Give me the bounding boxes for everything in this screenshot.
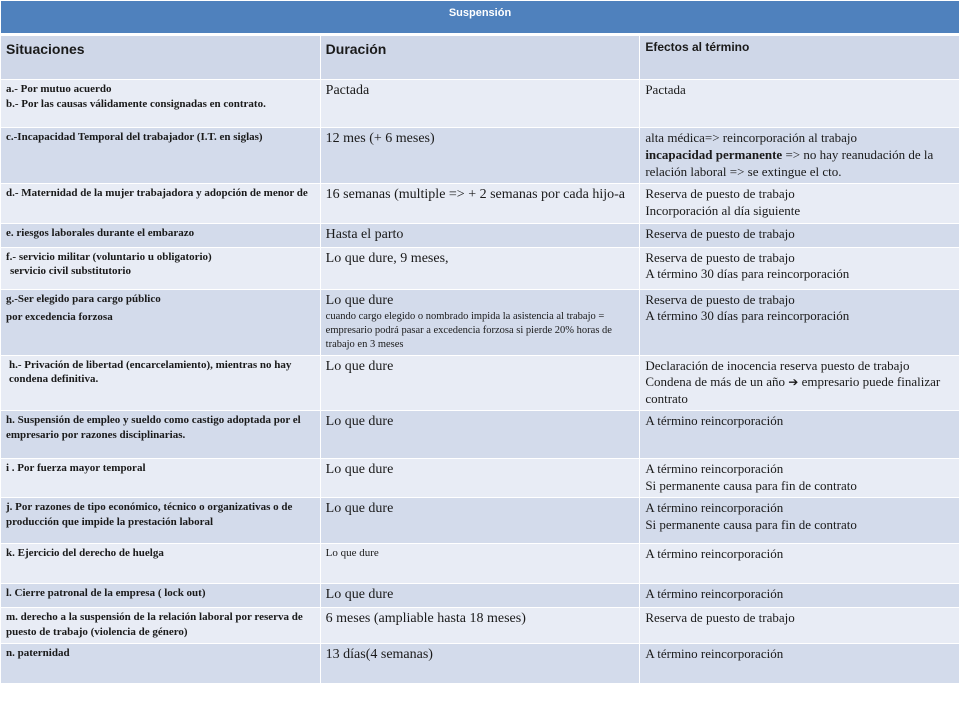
efectos-cell: Reserva de puesto de trabajo	[640, 607, 960, 643]
efectos-line: A término 30 días para reincorporación	[645, 266, 850, 282]
duracion-cell: Pactada	[320, 80, 640, 128]
header-efectos: Efectos al término	[640, 35, 960, 80]
efectos-line: Si permanente causa para fin de contrato	[645, 478, 857, 494]
efectos-line: Reserva de puesto de trabajo	[645, 185, 795, 201]
table-row	[1, 498, 960, 544]
situacion-cell	[1, 80, 321, 128]
efectos-cell: A término reincorporación	[640, 643, 960, 683]
header-row	[1, 35, 960, 80]
duracion-cell: Lo que dure	[320, 544, 640, 584]
table-title: Suspensión	[448, 7, 512, 19]
situacion-cell: i . Por fuerza mayor temporal	[1, 459, 321, 498]
situacion-cell: j. Por razones de tipo económico, técnico o organizativas o de producción que impide la prestación laboral	[1, 498, 321, 544]
table-title-row	[1, 1, 960, 35]
duracion-cell: Lo que dure	[320, 411, 640, 459]
table-row	[1, 355, 960, 411]
table-row	[1, 247, 960, 289]
efectos-cell: Reserva de puesto de trabajo	[640, 223, 960, 247]
situacion-cell	[1, 289, 321, 355]
table-row	[1, 183, 960, 223]
duracion-cell: 12 mes (+ 6 meses)	[320, 128, 640, 184]
efectos-cell	[640, 128, 960, 184]
situacion-line: b.- Por las causas válidamente consignadas en contrato.	[6, 97, 266, 110]
situacion-cell: n. paternidad	[1, 643, 321, 683]
efectos-line: Reserva de puesto de trabajo	[645, 291, 795, 307]
efectos-text: empresario puede finalizar contrato	[645, 374, 941, 407]
efectos-line: Si permanente causa para fin de contrato	[645, 516, 857, 532]
efectos-cell: A término reincorporación	[640, 544, 960, 584]
situacion-cell: l. Cierre patronal de la empresa ( lock out)	[1, 584, 321, 608]
duracion-cell: Lo que dure	[320, 355, 640, 411]
efectos-text: Condena de más de un año	[645, 374, 786, 390]
efectos-cell	[640, 289, 960, 355]
table-row	[1, 128, 960, 184]
table-row	[1, 584, 960, 608]
situacion-cell	[1, 247, 321, 289]
situacion-cell: d.- Maternidad de la mujer trabajadora y adopción de menor de	[1, 183, 321, 223]
header-situaciones: Situaciones	[1, 35, 321, 80]
table-row	[1, 411, 960, 459]
situacion-cell: e. riesgos laborales durante el embarazo	[1, 223, 321, 247]
table-row	[1, 459, 960, 498]
duracion-cell: 13 días(4 semanas)	[320, 643, 640, 683]
table-row	[1, 223, 960, 247]
situacion-cell: h. Suspensión de empleo y sueldo como castigo adoptada por el empresario por razones disciplinarias.	[1, 411, 321, 459]
situacion-cell: k. Ejercicio del derecho de huelga	[1, 544, 321, 584]
table-row	[1, 607, 960, 643]
duracion-line: Lo que dure	[325, 292, 394, 308]
efectos-line: A término reincorporación	[645, 500, 784, 516]
duracion-cell: Lo que dure, 9 meses,	[320, 247, 640, 289]
header-duracion: Duración	[320, 35, 640, 80]
situacion-cell: h.- Privación de libertad (encarcelamiento), mientras no hay condena definitiva.	[1, 355, 321, 411]
efectos-cell	[640, 459, 960, 498]
situacion-line: a.- Por mutuo acuerdo	[6, 83, 112, 95]
situacion-line: por excedencia forzosa	[6, 311, 113, 324]
duracion-note: cuando cargo elegido o nombrado impida la asistencia al trabajo = empresario podrá pasar a excedencia forzosa si pierde 20% horas de trabajo en 3 meses	[325, 311, 612, 350]
efectos-bold-text: incapacidad permanente	[645, 146, 783, 162]
duracion-cell: 6 meses (ampliable hasta 18 meses)	[320, 607, 640, 643]
efectos-line: A término 30 días para reincorporación	[645, 308, 850, 324]
efectos-cell: Pactada	[640, 80, 960, 128]
duracion-cell: Lo que dure	[320, 584, 640, 608]
efectos-line: A término reincorporación	[645, 461, 784, 477]
efectos-text: => no hay reanudación de la relación laboral => se extingue el cto.	[645, 146, 934, 179]
table-row	[1, 80, 960, 128]
efectos-line: alta médica=> reincorporación al trabajo	[645, 130, 858, 145]
situacion-cell: c.-Incapacidad Temporal del trabajador (I.T. en siglas)	[1, 128, 321, 184]
situacion-line: f.- servicio militar (voluntario u obligatorio)	[6, 250, 212, 263]
duracion-cell: Lo que dure	[320, 498, 640, 544]
duracion-cell: 16 semanas (multiple => + 2 semanas por cada hijo-a	[320, 183, 640, 223]
efectos-cell	[640, 355, 960, 411]
duracion-cell: Hasta el parto	[320, 223, 640, 247]
efectos-cell: A término reincorporación	[640, 584, 960, 608]
efectos-cell	[640, 183, 960, 223]
efectos-cell	[640, 247, 960, 289]
table-row	[1, 544, 960, 584]
efectos-line: Declaración de inocencia reserva puesto de trabajo	[645, 357, 910, 373]
duracion-cell	[320, 289, 640, 355]
situacion-cell: m. derecho a la suspensión de la relación laboral por reserva de puesto de trabajo (violencia de género)	[1, 607, 321, 643]
table-row	[1, 289, 960, 355]
duracion-cell: Lo que dure	[320, 459, 640, 498]
efectos-line	[645, 147, 954, 181]
efectos-line: Incorporación al día siguiente	[645, 202, 801, 218]
efectos-line	[645, 374, 954, 408]
efectos-line: Reserva de puesto de trabajo	[645, 249, 795, 265]
table-row	[1, 643, 960, 683]
efectos-cell	[640, 498, 960, 544]
efectos-cell: A término reincorporación	[640, 411, 960, 459]
table-title-cell	[1, 1, 960, 35]
arrow-right-icon: ➔	[788, 375, 799, 390]
situacion-line: servicio civil substitutorio	[10, 265, 131, 278]
situacion-line: g.-Ser elegido para cargo público	[6, 292, 161, 305]
